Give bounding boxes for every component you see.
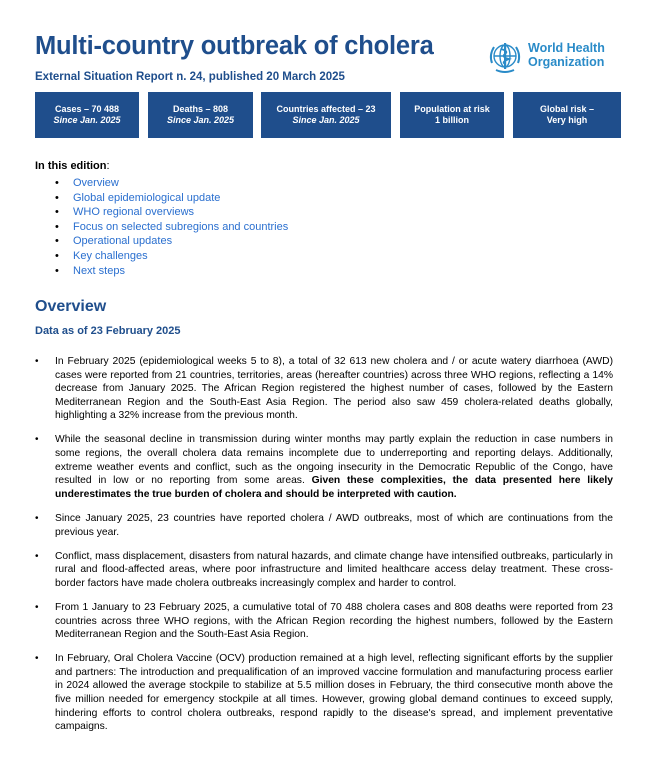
overview-bullets <box>35 355 613 744</box>
in-this-edition-text: In this edition <box>35 160 107 172</box>
overview-bullet-1 <box>35 355 613 423</box>
toc-link-focus-subregions-countries[interactable]: • Focus on selected subregions and countries <box>57 220 288 235</box>
overview-bullet-6 <box>35 652 613 734</box>
overview-heading: Overview <box>35 298 107 315</box>
overview-bullet-3 <box>35 512 613 539</box>
table-of-contents <box>57 176 288 278</box>
who-logo <box>486 37 621 75</box>
toc-link-overview[interactable]: • Overview <box>57 176 288 191</box>
stat-countries <box>261 92 391 138</box>
toc-link-global-epidemiological-update[interactable]: • Global epidemiological update <box>57 191 288 206</box>
overview-bullet-6-text: In February, Oral Cholera Vaccine (OCV) production remained at a high level, reflecting significant efforts by the supplier and partners: The introduction and prequalification of an improved vaccine formulation and manufacturing process earlier in 2024 allowed the average stockpile to stabilize at 5.5 million doses in February, the third consecutive month above the five million needed for emergency stockpile at all times. However, growing global demand continues to exceed supply, hindering efforts to control cholera outbreaks, respond rapidly to the disease's spread, and implement preventative campaigns. <box>55 653 613 733</box>
overview-bullet-5 <box>35 601 613 642</box>
overview-bullet-4-text: Conflict, mass displacement, disasters from natural hazards, and climate change have intensified outbreaks, particularly in rural and flood-affected areas, where poor infrastructure and limited healthcare access delay treatment. These cross-border factors have made cholera outbreaks increasingly complex and harder to control. <box>55 550 613 589</box>
in-this-edition-colon: : <box>106 160 110 172</box>
report-title: Multi-country outbreak of cholera <box>35 32 434 60</box>
who-logo-text <box>528 41 605 69</box>
stat-countries-value: Countries affected – 23 <box>276 104 376 114</box>
who-logo-line1: World Health <box>528 41 605 55</box>
stat-cases-since: Since Jan. 2025 <box>53 115 121 125</box>
overview-bullet-2-bold: Given these complexities, the data presented here likely underestimates the true burden of cholera and should be interpreted with caution. <box>55 475 614 500</box>
stat-deaths-value: Deaths – 808 <box>172 104 229 114</box>
stat-cases <box>35 92 139 138</box>
overview-bullet-2 <box>35 433 613 501</box>
toc-link-key-challenges[interactable]: • Key challenges <box>57 249 288 264</box>
key-figures <box>35 92 621 138</box>
report-subtitle: External Situation Report n. 24, published 20 March 2025 <box>35 71 345 83</box>
stat-countries-since: Since Jan. 2025 <box>292 115 360 125</box>
stat-population-value: 1 billion <box>434 115 469 125</box>
overview-bullet-3-text: Since January 2025, 23 countries have reported cholera / AWD outbreaks, most of which are continuations from the previous year. <box>55 512 613 538</box>
stat-global-risk <box>513 92 621 138</box>
toc-link-next-steps[interactable]: • Next steps <box>57 264 288 279</box>
in-this-edition-label <box>35 160 110 172</box>
overview-bullet-4 <box>35 550 613 591</box>
toc-link-who-regional-overviews[interactable]: • WHO regional overviews <box>57 205 288 220</box>
stat-global-risk-value: Very high <box>546 115 588 125</box>
stat-population-at-risk <box>400 92 504 138</box>
overview-bullet-1-text: In February 2025 (epidemiological weeks 5 to 8), a total of 32 613 new cholera and / or acute watery diarrhoea (AWD) cases were reported from 21 countries, territories, areas (hereafter countries) across three WHO regions, reflecting a 14% decrease from January 2025. The African Region registered the highest number of cases, followed by the Eastern Mediterranean Region and the South-East Asia Region. The period also saw 459 cholera-related deaths globally, highlighting a 32% increase from the previous month. <box>55 356 613 422</box>
stat-global-risk-label: Global risk – <box>539 104 595 114</box>
toc-link-operational-updates[interactable]: • Operational updates <box>57 234 288 249</box>
data-as-of-date: Data as of 23 February 2025 <box>35 325 181 337</box>
who-logo-line2: Organization <box>528 55 605 69</box>
overview-bullet-2-text: While the seasonal decline in transmission during winter months may partly explain the reduction in case numbers in some regions, the overall cholera data remains incomplete due to underreporting and reporting delays. Additionally, extreme weather events and conflict, such as the ongoing insecurity in the Democratic Republic of the Congo, have resulted in low or no reporting from some areas. <box>55 434 613 487</box>
who-emblem-icon <box>486 37 524 75</box>
stat-deaths <box>148 92 253 138</box>
stat-deaths-since: Since Jan. 2025 <box>166 115 235 125</box>
stat-population-label: Population at risk <box>414 104 490 114</box>
overview-bullet-5-text: From 1 January to 23 February 2025, a cumulative total of 70 488 cholera cases and 808 deaths were reported from 23 countries across three WHO regions, with the African Region recording the highest numbers, followed by the Eastern Mediterranean Region and the South-East Asia Region. <box>55 601 613 641</box>
stat-cases-value: Cases – 70 488 <box>54 104 120 114</box>
